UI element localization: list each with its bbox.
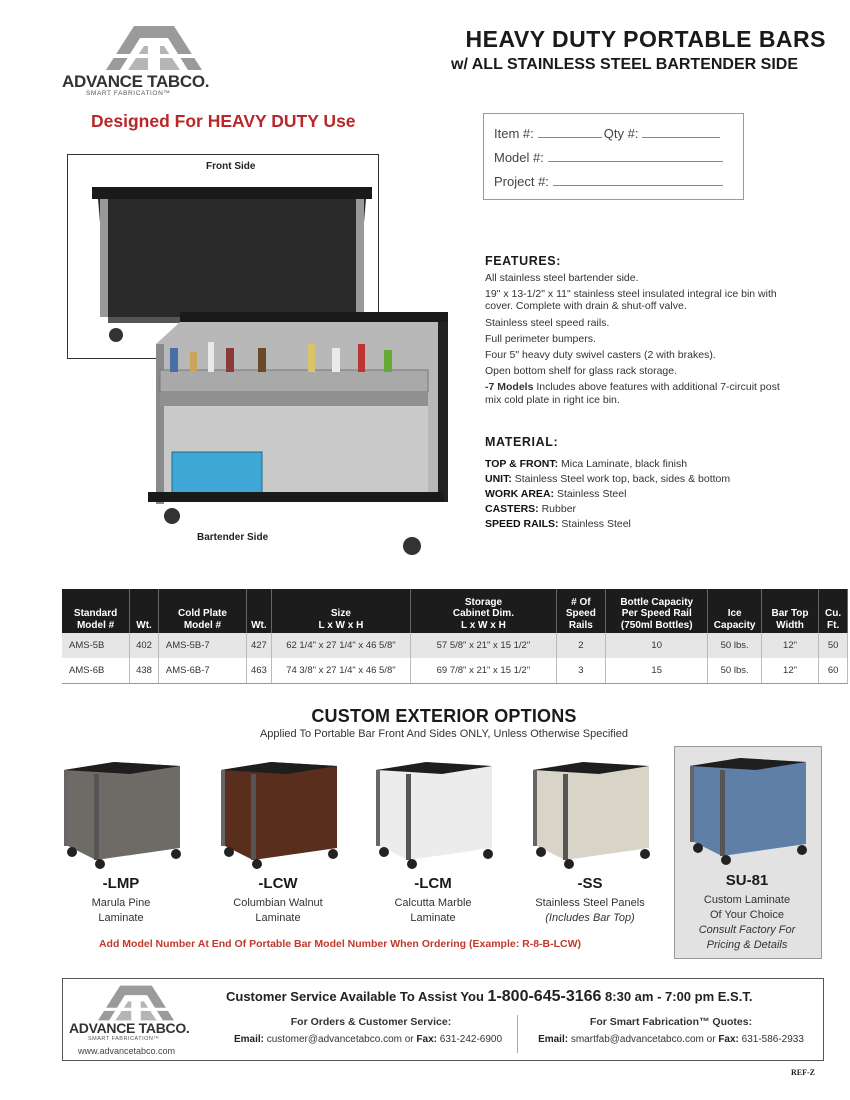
feature-item: 19" x 13-1/2" x 11" stainless steel insulated integral ice bin with cover. Complete with drain & shut-off valve. bbox=[485, 288, 777, 313]
header-line: L x W x H bbox=[461, 619, 506, 631]
option-description bbox=[42, 896, 200, 926]
material-heading: MATERIAL: bbox=[485, 435, 559, 449]
custom-options-title: CUSTOM EXTERIOR OPTIONS bbox=[311, 706, 577, 726]
table-header-cell bbox=[158, 589, 246, 633]
footer-divider bbox=[517, 1015, 518, 1053]
table-header-cell bbox=[271, 589, 410, 633]
spec-table bbox=[62, 589, 848, 684]
table-header-cell bbox=[761, 589, 818, 633]
tagline-prefix: Designed For bbox=[91, 111, 208, 131]
table-cell: 438 bbox=[130, 658, 159, 684]
quotes-heading: For Smart Fabrication™ Quotes: bbox=[589, 1016, 753, 1028]
material-item bbox=[485, 457, 805, 472]
material-label: UNIT: bbox=[485, 473, 512, 485]
orders-contact bbox=[220, 1034, 516, 1045]
bar-option-image bbox=[525, 760, 657, 870]
option-description-line: Custom Laminate bbox=[703, 894, 791, 906]
bar-option-image bbox=[56, 760, 188, 870]
table-header-cell bbox=[411, 589, 557, 633]
model-row bbox=[494, 150, 723, 165]
feature-item: All stainless steel bartender side. bbox=[485, 272, 639, 284]
table-cell: 62 1/4" x 27 1/4" x 46 5/8" bbox=[271, 633, 410, 658]
bar-option-image bbox=[213, 760, 345, 870]
table-cell: 12" bbox=[761, 633, 818, 658]
header-line: Per Speed Rail bbox=[621, 608, 692, 619]
header-line: Storage bbox=[464, 596, 503, 608]
option-description-line: Laminate bbox=[410, 912, 456, 924]
qty-label: Qty #: bbox=[603, 126, 639, 141]
table-cell: 57 5/8" x 21" x 15 1/2" bbox=[411, 633, 557, 658]
item-qty-row bbox=[494, 126, 720, 141]
tagline-emphasis: HEAVY DUTY bbox=[207, 111, 319, 131]
feature-item: Full perimeter bumpers. bbox=[485, 332, 596, 345]
orders-email-label: Email: bbox=[233, 1034, 264, 1045]
header-line: # Of bbox=[571, 596, 591, 608]
model-note-bold: -7 Models bbox=[485, 381, 534, 394]
feature-item: Four 5" heavy duty swivel casters (2 with brakes). bbox=[485, 349, 716, 362]
phone-number[interactable]: 1-800-645-3166 bbox=[487, 988, 602, 1005]
table-header-cell bbox=[605, 589, 708, 633]
bar-option-image bbox=[682, 756, 814, 866]
footer-brand: ADVANCE TABCO. bbox=[69, 1020, 190, 1036]
table-cell: 2 bbox=[556, 633, 605, 658]
material-value: Rubber bbox=[538, 503, 577, 515]
header-line: Cold Plate bbox=[178, 608, 227, 619]
footer-brand-tagline: SMART FABRICATION™ bbox=[88, 1036, 160, 1042]
material-value: Stainless Steel work top, back, sides & bottom bbox=[511, 473, 731, 485]
page-subtitle: w/ ALL STAINLESS STEEL BARTENDER SIDE bbox=[451, 56, 798, 73]
features-heading: FEATURES: bbox=[485, 254, 561, 268]
table-header-cell bbox=[556, 589, 605, 633]
option-description bbox=[199, 896, 357, 926]
quotes-fax: 631-586-2933 bbox=[738, 1034, 804, 1045]
table-header-row bbox=[62, 589, 848, 633]
table-cell: 74 3/8" x 27 1/4" x 46 5/8" bbox=[271, 658, 410, 684]
footer-logo-icon bbox=[96, 984, 176, 1022]
table-cell: 60 bbox=[819, 658, 848, 684]
option-description-line: Laminate bbox=[255, 912, 301, 924]
table-cell: AMS-5B-7 bbox=[158, 633, 246, 658]
table-cell: 3 bbox=[556, 658, 605, 684]
table-header-cell bbox=[708, 589, 761, 633]
quotes-email[interactable]: smartfab@advancetabco.com or bbox=[568, 1034, 719, 1045]
table-header-cell bbox=[819, 589, 848, 633]
tagline-suffix: Use bbox=[318, 111, 356, 131]
model-field[interactable] bbox=[548, 161, 723, 162]
table-header-cell bbox=[62, 589, 130, 633]
feature-item: Stainless steel speed rails. bbox=[485, 316, 610, 329]
material-value: Stainless Steel bbox=[554, 488, 627, 500]
material-label: SPEED RAILS: bbox=[485, 518, 559, 530]
option-description-line: Consult Factory For bbox=[698, 924, 796, 936]
orders-email[interactable]: customer@advancetabco.com or bbox=[263, 1034, 417, 1045]
orders-fax: 631-242-6900 bbox=[436, 1034, 503, 1045]
option-description bbox=[511, 896, 669, 926]
cs-text: Customer Service Available To Assist You bbox=[226, 989, 488, 1004]
header-line: Cabinet Dim. bbox=[452, 608, 514, 619]
bar-option-image bbox=[368, 760, 500, 870]
option-description-line: (Includes Bar Top) bbox=[545, 912, 635, 924]
header-line: Size bbox=[330, 608, 351, 619]
quotes-fax-label: Fax: bbox=[718, 1034, 739, 1045]
project-field[interactable] bbox=[553, 185, 723, 186]
header-line: Model # bbox=[76, 619, 115, 631]
feature-item: Open bottom shelf for glass rack storage. bbox=[485, 365, 678, 378]
header-line: L x W x H bbox=[318, 619, 364, 631]
quotes-email-label: Email: bbox=[538, 1034, 569, 1045]
material-list bbox=[485, 457, 805, 532]
order-form bbox=[483, 113, 744, 200]
customer-service-line bbox=[226, 988, 752, 1006]
quotes-contact bbox=[522, 1034, 820, 1045]
reference-code: REF-Z bbox=[791, 1068, 815, 1077]
header-line: Model # bbox=[183, 619, 222, 631]
header-line: Width bbox=[776, 619, 804, 631]
cs-hours: 8:30 am - 7:00 pm E.S.T. bbox=[601, 989, 753, 1004]
bartender-side-label: Bartender Side bbox=[197, 532, 269, 543]
option-code: -LMP bbox=[102, 875, 140, 892]
table-cell: 10 bbox=[605, 633, 708, 658]
model-label: Model #: bbox=[494, 150, 544, 165]
option-description-line: Calcutta Marble bbox=[394, 897, 472, 909]
table-cell: 69 7/8" x 21" x 15 1/2" bbox=[411, 658, 557, 684]
option-description bbox=[354, 896, 512, 926]
table-cell: 463 bbox=[247, 658, 272, 684]
table-row bbox=[62, 633, 848, 658]
header-line: Standard bbox=[73, 608, 118, 619]
table-cell: 50 lbs. bbox=[708, 633, 761, 658]
option-code: -LCM bbox=[414, 875, 452, 892]
table-cell: 15 bbox=[605, 658, 708, 684]
custom-options-subtitle: Applied To Portable Bar Front And Sides ONLY, Unless Otherwise Specified bbox=[259, 728, 629, 740]
option-description-line: Of Your Choice bbox=[710, 909, 784, 921]
front-side-label: Front Side bbox=[206, 161, 256, 172]
material-label: WORK AREA: bbox=[485, 488, 555, 500]
table-cell: 12" bbox=[761, 658, 818, 684]
qty-field[interactable] bbox=[642, 137, 720, 138]
header-line: Speed bbox=[565, 608, 596, 619]
option-description-line: Laminate bbox=[98, 912, 144, 924]
option-description-line: Pricing & Details bbox=[706, 939, 788, 951]
header-line: Capacity bbox=[713, 619, 756, 631]
brand-tagline: SMART FABRICATION™ bbox=[86, 90, 171, 97]
material-item bbox=[485, 502, 805, 517]
table-header-cell bbox=[247, 589, 272, 633]
website-link[interactable]: www.advancetabco.com bbox=[78, 1046, 176, 1056]
header-line: Wt. bbox=[136, 619, 152, 631]
option-code: -LCW bbox=[258, 875, 298, 892]
table-cell: 402 bbox=[130, 633, 159, 658]
material-item bbox=[485, 517, 805, 532]
option-description-line: Marula Pine bbox=[91, 897, 151, 909]
project-label: Project #: bbox=[494, 174, 549, 189]
item-field[interactable] bbox=[538, 137, 602, 138]
table-header-cell bbox=[130, 589, 159, 633]
brand-name: ADVANCE TABCO. bbox=[62, 72, 210, 91]
header-line: Bottle Capacity bbox=[620, 596, 694, 608]
material-item bbox=[485, 472, 805, 487]
order-note: Add Model Number At End Of Portable Bar Model Number When Ordering (Example: R-8-B-LCW) bbox=[98, 938, 582, 950]
table-row bbox=[62, 658, 848, 684]
option-description-line: Stainless Steel Panels bbox=[535, 897, 645, 909]
option-description bbox=[668, 893, 826, 953]
header-line: Ice bbox=[727, 608, 742, 619]
feature-model-note bbox=[485, 381, 795, 405]
header-line: (750ml Bottles) bbox=[620, 619, 693, 631]
option-description-line: Columbian Walnut bbox=[233, 897, 323, 909]
header-line: Bar Top bbox=[771, 608, 809, 619]
orders-fax-label: Fax: bbox=[416, 1034, 437, 1045]
bartender-side-image bbox=[148, 292, 448, 562]
orders-heading: For Orders & Customer Service: bbox=[290, 1016, 452, 1028]
material-label: CASTERS: bbox=[485, 503, 539, 515]
table-cell: AMS-5B bbox=[62, 633, 130, 658]
material-item bbox=[485, 487, 805, 502]
tagline bbox=[91, 111, 356, 132]
header-line: Cu. bbox=[825, 608, 842, 619]
features-list bbox=[485, 272, 795, 410]
material-value: Mica Laminate, black finish bbox=[558, 458, 688, 470]
material-value: Stainless Steel bbox=[558, 518, 631, 530]
item-label: Item #: bbox=[494, 126, 534, 141]
material-label: TOP & FRONT: bbox=[485, 458, 559, 470]
model-note-text: Includes above features with additional 7-circuit post mix cold plate in right ice bin. bbox=[485, 381, 780, 406]
project-row bbox=[494, 174, 723, 189]
advance-tabco-logo-icon bbox=[104, 24, 204, 72]
header-line: Ft. bbox=[827, 619, 840, 631]
table-cell: AMS-6B bbox=[62, 658, 130, 684]
header-line: Wt. bbox=[251, 619, 267, 631]
option-code: SU-81 bbox=[725, 872, 769, 889]
table-cell: 427 bbox=[247, 633, 272, 658]
header-line: Rails bbox=[568, 619, 593, 631]
table-cell: 50 lbs. bbox=[708, 658, 761, 684]
option-code: -SS bbox=[577, 875, 603, 892]
table-cell: 50 bbox=[819, 633, 848, 658]
page-title: HEAVY DUTY PORTABLE BARS bbox=[465, 26, 826, 52]
table-cell: AMS-6B-7 bbox=[158, 658, 246, 684]
